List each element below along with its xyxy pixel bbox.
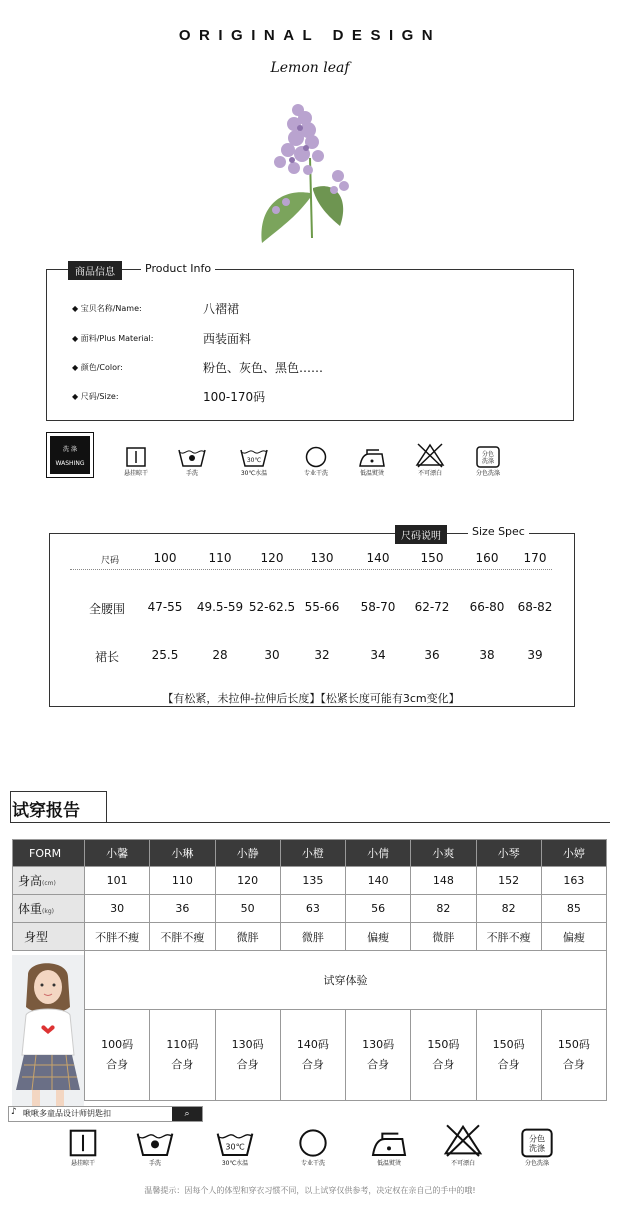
- size-row-label: 裙长: [94, 650, 119, 664]
- height-label: 身高(cm): [13, 867, 85, 895]
- trial-height-row: [13, 867, 607, 895]
- size-row-label: 全腰围: [88, 602, 125, 616]
- size-value-cell: 39: [527, 648, 543, 662]
- trial-header-row: [13, 840, 607, 867]
- size-value-cell: 62-72: [414, 600, 450, 614]
- result-fit: 合身: [432, 1058, 455, 1071]
- size-header-cell: 150: [420, 551, 444, 565]
- trial-name-cell: 小琳: [150, 840, 215, 867]
- search-icon[interactable]: ⌕: [172, 1107, 202, 1121]
- trial-weight-row: [13, 895, 607, 923]
- trial-result-cell: [346, 1010, 411, 1101]
- info-row-size-label: ◆ 尺码/Size:: [72, 392, 119, 401]
- trial-body-row: [13, 923, 607, 951]
- trial-experience-row: [13, 951, 607, 1010]
- info-row-material-label: ◆ 面料/Plus Material:: [72, 334, 154, 343]
- form-label: FORM: [13, 840, 85, 867]
- trial-table: [12, 839, 607, 1101]
- footnote: 温馨提示：因每个人的体型和穿衣习惯不同，以上试穿仅供参考，决定权在亲自己的手中的哦!: [144, 1186, 476, 1195]
- svg-text:洗涤: 洗涤: [481, 458, 495, 465]
- size-spec-tab: 尺码说明: [395, 525, 447, 544]
- result-size: 150码: [557, 1038, 590, 1051]
- size-spec-tab-en: Size Spec: [468, 525, 529, 538]
- trial-body-cell: 偏瘦: [541, 923, 606, 951]
- product-info-box: [46, 269, 574, 421]
- svg-text:30℃: 30℃: [225, 1142, 245, 1152]
- size-value-cell: 38: [479, 648, 495, 662]
- trial-result-cell: [411, 1010, 476, 1101]
- size-value-cell: 30: [264, 648, 280, 662]
- size-value-cell: 34: [370, 648, 386, 662]
- result-fit: 合身: [106, 1058, 129, 1071]
- trial-height-cell: 148: [411, 867, 476, 895]
- trial-height-cell: 110: [150, 867, 215, 895]
- size-value-cell: 47-55: [147, 600, 183, 614]
- info-row-name-label: ◆ 宝贝名称/Name:: [72, 304, 142, 313]
- size-header-cell: 170: [523, 551, 547, 565]
- size-value-cell: 32: [314, 648, 330, 662]
- svg-text:分色: 分色: [529, 1134, 545, 1144]
- trial-height-cell: 135: [280, 867, 345, 895]
- size-header-label: 尺码: [100, 556, 119, 566]
- trial-name-cell: 小琴: [476, 840, 541, 867]
- weight-label: 体重(kg): [13, 895, 85, 923]
- care-icons-row-bottom: [55, 1122, 575, 1182]
- svg-text:分色: 分色: [481, 451, 495, 458]
- trial-height-cell: 140: [346, 867, 411, 895]
- search-text: 啾啾多童品设计师钥匙扣: [23, 1109, 111, 1118]
- trial-weight-cell: 82: [411, 895, 476, 923]
- iron-icon: [369, 1128, 409, 1158]
- trial-result-cell: [215, 1010, 280, 1101]
- trial-body-cell: 偏瘦: [346, 923, 411, 951]
- product-info-tab: 商品信息: [68, 261, 122, 280]
- trial-weight-cell: 56: [346, 895, 411, 923]
- result-size: 150码: [427, 1038, 460, 1051]
- size-header-cell: 160: [475, 551, 499, 565]
- hang-dry-icon: [125, 446, 147, 468]
- hand-wash-icon: [135, 1128, 175, 1158]
- trial-result-cell: [85, 1010, 150, 1101]
- trial-height-cell: 163: [541, 867, 606, 895]
- size-header-cell: 140: [366, 551, 390, 565]
- trial-name-cell: 小倩: [346, 840, 411, 867]
- lilac-flower-illustration: [250, 98, 360, 248]
- size-value-cell: 68-82: [517, 600, 553, 614]
- trial-name-cell: 小橙: [280, 840, 345, 867]
- size-value-cell: 52-62.5: [248, 600, 296, 614]
- dry-clean-icon: [304, 446, 328, 468]
- trial-body-cell: 不胖不瘦: [85, 923, 150, 951]
- hand-wash-icon: [177, 446, 207, 468]
- size-value-cell: 49.5-59: [196, 600, 244, 614]
- brand-subtitle: Lemon leaf: [270, 60, 350, 76]
- result-size: 130码: [231, 1038, 264, 1051]
- trial-weight-cell: 30: [85, 895, 150, 923]
- info-row-color-value: 粉色、灰色、黑色……: [203, 361, 324, 375]
- wash-30-icon: [239, 446, 269, 468]
- result-size: 100码: [101, 1038, 134, 1051]
- result-size: 130码: [362, 1038, 395, 1051]
- result-fit: 合身: [497, 1058, 520, 1071]
- trial-body-cell: 微胖: [280, 923, 345, 951]
- trial-weight-cell: 85: [541, 895, 606, 923]
- trial-name-cell: 小静: [215, 840, 280, 867]
- trial-body-cell: 微胖: [215, 923, 280, 951]
- care-low-iron-2: 低温熨烫: [359, 1128, 419, 1167]
- result-fit: 合身: [171, 1058, 194, 1071]
- washing-label-box: 洗 涤 WASHING: [46, 432, 94, 478]
- separate-wash-icon: [521, 1128, 553, 1158]
- trial-height-cell: 101: [85, 867, 150, 895]
- size-header-cell: 120: [260, 551, 284, 565]
- result-fit: 合身: [367, 1058, 390, 1071]
- result-fit: 合身: [562, 1058, 585, 1071]
- trial-weight-cell: 82: [476, 895, 541, 923]
- trial-height-cell: 152: [476, 867, 541, 895]
- product-info-tab-en: Product Info: [141, 262, 215, 275]
- trial-height-cell: 120: [215, 867, 280, 895]
- info-row-size-value: 100-170码: [203, 390, 266, 404]
- care-dry-clean-2: 专业干洗: [283, 1128, 343, 1167]
- no-bleach-icon: [443, 1122, 483, 1158]
- size-value-cell: 28: [212, 648, 228, 662]
- care-separate-wash: 分色 洗涤 分色洗涤: [468, 446, 508, 477]
- result-size: 150码: [492, 1038, 525, 1051]
- care-hang-dry: 悬挂晾干: [118, 446, 154, 477]
- care-separate-wash-2: 分色 洗涤 分色洗涤: [507, 1128, 567, 1167]
- result-fit: 合身: [301, 1058, 324, 1071]
- svg-text:30℃: 30℃: [246, 457, 262, 464]
- trial-result-cell: [280, 1010, 345, 1101]
- iron-icon: [357, 446, 387, 468]
- info-row-name-value: 八褶裙: [203, 302, 240, 316]
- trial-weight-cell: 36: [150, 895, 215, 923]
- body-label: 身型: [13, 923, 85, 951]
- trial-result-cell: [150, 1010, 215, 1101]
- size-value-cell: 36: [424, 648, 440, 662]
- care-water-temp: 30℃ 30℃水温: [234, 446, 274, 477]
- no-bleach-icon: [415, 442, 445, 468]
- info-row-material-value: 西装面料: [203, 332, 252, 346]
- size-header-cell: 130: [310, 551, 334, 565]
- care-hang-dry-2: 悬挂晾干: [55, 1128, 111, 1167]
- size-value-cell: 25.5: [151, 648, 179, 662]
- trial-body-cell: 不胖不瘦: [150, 923, 215, 951]
- svg-text:洗涤: 洗涤: [529, 1144, 545, 1153]
- trial-name-cell: 小爽: [411, 840, 476, 867]
- search-bar[interactable]: [8, 1106, 203, 1122]
- size-value-cell: 55-66: [304, 600, 340, 614]
- care-low-iron: 低温熨烫: [352, 446, 392, 477]
- trial-body-cell: 微胖: [411, 923, 476, 951]
- size-header-cell: 100: [153, 551, 177, 565]
- info-row-color-label: ◆ 颜色/Color:: [72, 363, 123, 372]
- size-value-cell: 58-70: [360, 600, 396, 614]
- size-header-cell: 110: [208, 551, 232, 565]
- care-icons-row: [48, 432, 578, 482]
- care-hand-wash: 手洗: [174, 446, 210, 477]
- brand-title: ORIGINAL DESIGN: [178, 27, 442, 44]
- size-value-cell: 66-80: [469, 600, 505, 614]
- trial-result-cell: [541, 1010, 606, 1101]
- model-photo: [12, 955, 84, 1107]
- size-header-divider: [70, 569, 552, 570]
- trial-results-row: [13, 1010, 607, 1101]
- trial-name-cell: 小馨: [85, 840, 150, 867]
- care-hand-wash-2: 手洗: [127, 1128, 183, 1167]
- care-water-temp-2: 30℃ 30℃水温: [205, 1128, 265, 1167]
- trial-title: 试穿报告: [12, 801, 80, 821]
- trial-weight-cell: 50: [215, 895, 280, 923]
- trial-name-cell: 小婷: [541, 840, 606, 867]
- result-size: 110码: [166, 1038, 199, 1051]
- result-fit: 合身: [236, 1058, 259, 1071]
- trial-body-cell: 不胖不瘦: [476, 923, 541, 951]
- trial-result-cell: [476, 1010, 541, 1101]
- care-dry-clean: 专业干洗: [296, 446, 336, 477]
- experience-label: 试穿体验: [85, 951, 607, 1010]
- size-note: 【有松紧，未拉伸-拉伸后长度】【松紧长度可能有3cm变化】: [162, 692, 460, 705]
- trial-title-underline: [10, 822, 610, 823]
- trial-weight-cell: 63: [280, 895, 345, 923]
- tiktok-icon: ♪: [11, 1107, 17, 1117]
- care-no-bleach: 不可漂白: [410, 442, 450, 477]
- separate-wash-icon: [476, 446, 500, 468]
- hang-dry-icon: [68, 1128, 98, 1158]
- result-size: 140码: [296, 1038, 329, 1051]
- care-no-bleach-2: 不可漂白: [433, 1122, 493, 1167]
- wash-30-icon: [215, 1128, 255, 1158]
- dry-clean-icon: [297, 1128, 329, 1158]
